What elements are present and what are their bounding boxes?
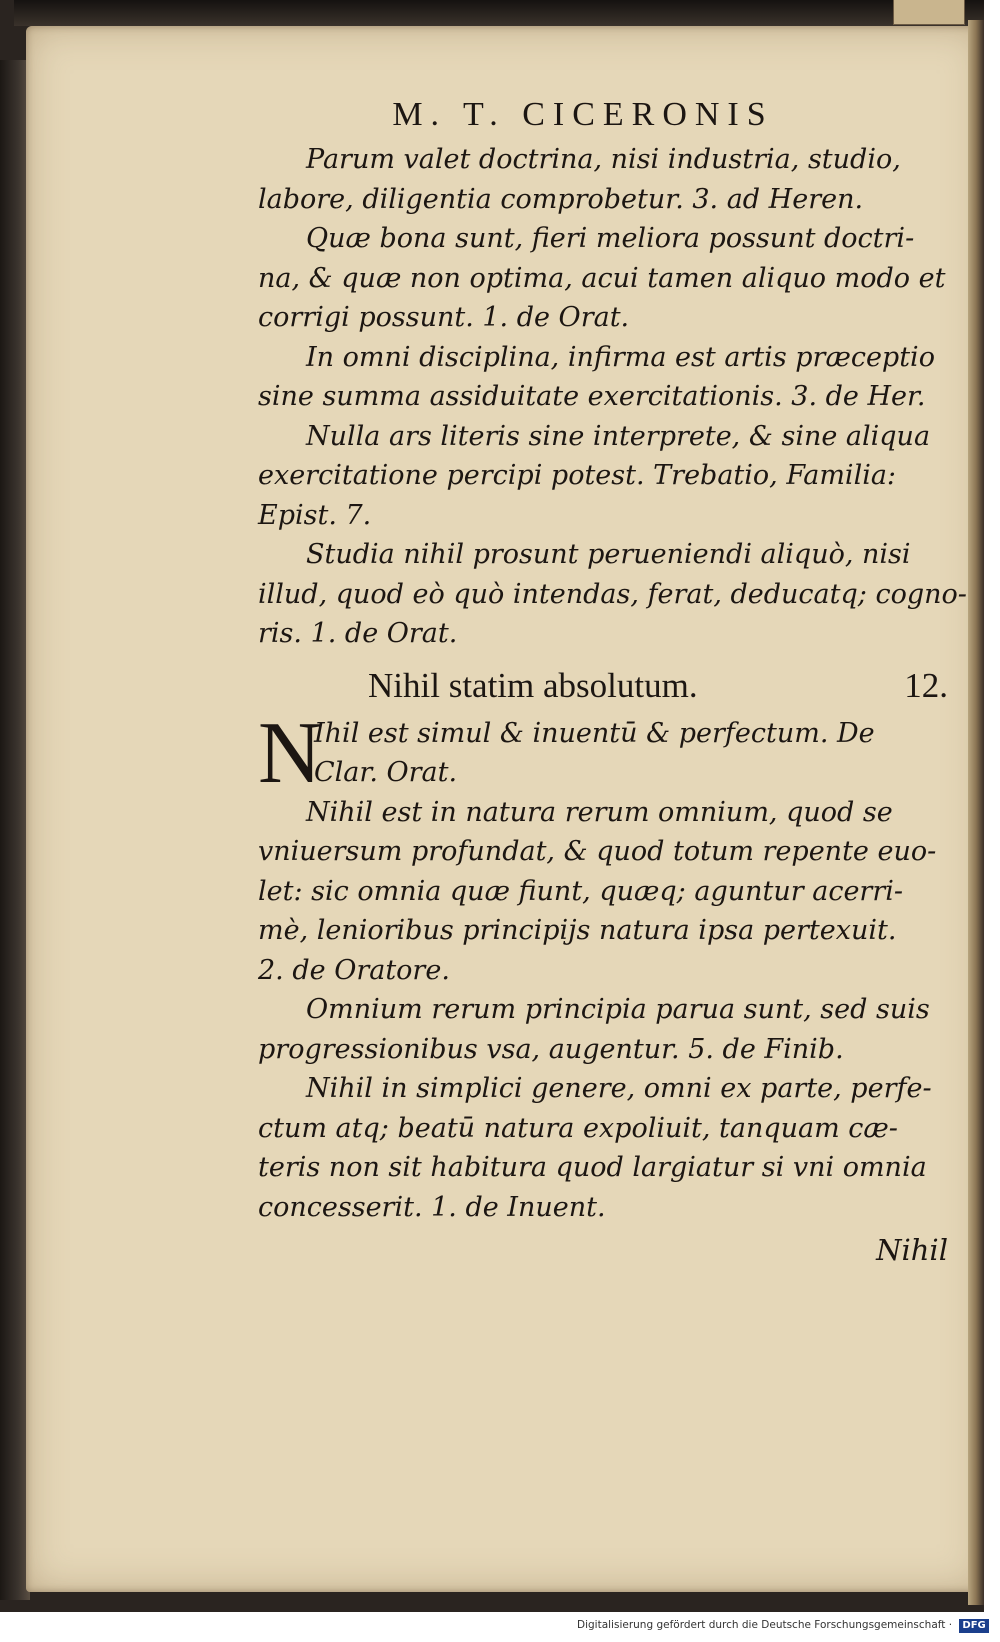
text-line: exercitatione percipi potest. Trebatio, Familia: <box>258 460 897 491</box>
text-line: Epist. 7. <box>258 499 372 531</box>
text-line: Quæ bona sunt, fieri meliora possunt doctri- <box>306 223 915 254</box>
text-line: In omni disciplina, infirma est artis præceptio <box>306 341 935 373</box>
page-right-edge <box>968 20 984 1605</box>
section-number: 12. <box>904 665 948 705</box>
text-line: ctum atq; beatū natura expoliuit, tanquam cæ- <box>258 1112 898 1144</box>
text-line: illud, quod eò quò intendas, ferat, deducatq; cogno- <box>258 578 967 610</box>
page-text <box>258 96 967 1271</box>
text-line: 2. de Oratore. <box>258 954 450 986</box>
text-line: corrigi possunt. 1. de Orat. <box>258 302 630 333</box>
quote-paragraph <box>258 140 948 219</box>
text-line: Nulla ars literis sine interprete, & sine aliqua <box>306 420 931 452</box>
catchword: Nihil <box>876 1233 948 1267</box>
text-line: concesserit. 1. de Inuent. <box>258 1191 606 1223</box>
digitization-footer <box>577 1613 989 1637</box>
text-line: let: sic omnia quæ fiunt, quæq; aguntur acerri- <box>258 875 904 907</box>
quote-paragraph <box>258 219 948 338</box>
drop-capital: N <box>258 704 322 802</box>
text-line: teris non sit habitura quod largiatur si vni omnia <box>258 1152 927 1183</box>
dfg-logo: DFG <box>959 1619 988 1633</box>
text-line: na, & quæ non optima, acui tamen aliquo modo et <box>258 262 946 294</box>
text-line: Nihil est in natura rerum omnium, quod se <box>306 796 893 828</box>
text-line: vniuersum profundat, & quod totum repente euo- <box>258 836 937 867</box>
text-line: Nihil in simplici genere, omni ex parte, perfe- <box>306 1073 932 1104</box>
scan-top-edge <box>14 0 984 26</box>
text-line: Clar. Orat. <box>314 757 458 788</box>
quote-paragraph <box>258 1069 948 1227</box>
text-line: ris. 1. de Orat. <box>258 618 458 649</box>
page-tab-marker <box>893 0 965 25</box>
quote-paragraph <box>258 535 967 654</box>
section-title: Nihil statim absolutum. <box>368 665 698 705</box>
text-line: Omnium rerum principia parua sunt, sed suis <box>306 994 930 1025</box>
text-line: labore, diligentia comprobetur. 3. ad Heren. <box>258 183 864 215</box>
text-line: sine summa assiduitate exercitationis. 3. de Her. <box>258 381 926 412</box>
quote-paragraph <box>258 417 948 536</box>
quote-paragraph <box>258 338 948 417</box>
text-line: Ihil est simul & inuentū & perfectum. De <box>314 717 875 749</box>
dropcap-paragraph <box>258 704 948 802</box>
quote-paragraph <box>258 990 948 1069</box>
text-line: progressionibus vsa, augentur. 5. de Finib. <box>258 1033 844 1065</box>
section-heading <box>258 666 948 706</box>
text-line: Parum valet doctrina, nisi industria, studio, <box>306 144 901 175</box>
running-head: M. T. CICERONIS <box>392 96 774 133</box>
quote-paragraph <box>258 793 948 991</box>
footer-text: Digitalisierung gefördert durch die Deutsche Forschungsgemeinschaft · <box>577 1619 953 1631</box>
text-line: Studia nihil prosunt perueniendi aliquò, nisi <box>306 539 911 570</box>
text-line: mè, lenioribus principijs natura ipsa pertexuit. <box>258 915 897 946</box>
